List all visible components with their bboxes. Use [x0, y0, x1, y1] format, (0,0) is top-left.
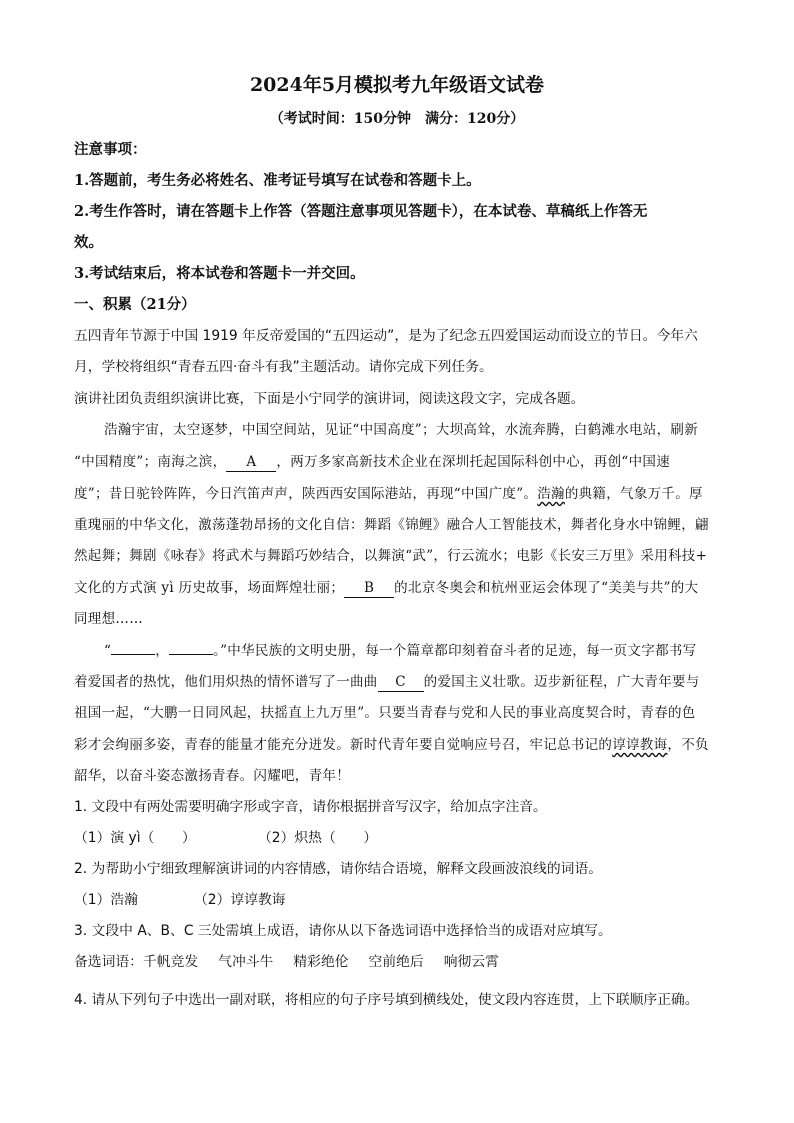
passage-text: 。”中华民族的文明史册，每一个篇章都印刻着奋斗者的足迹，每一页文字都书写: [213, 643, 697, 659]
question-2: 2. 为帮助小宁细致理解演讲词的内容情感，请你结合语境，解释文段画波浪线的词语。: [74, 861, 603, 877]
exam-title: 2024年5月模拟考九年级语文试卷: [249, 74, 545, 96]
note-item-2: 2.考生作答时，请在答题卡上作答（答题注意事项见答题卡），在本试卷、草稿纸上作答无: [74, 203, 648, 220]
option-5: 响彻云霄: [443, 954, 499, 970]
question-2-a: （1）浩瀚: [74, 892, 138, 908]
option-2: 气冲斗牛: [218, 954, 274, 970]
blank-c: C: [378, 673, 424, 692]
passage-text: “中国精度”；南海之滨，: [74, 454, 227, 470]
passage-p2-line-2: [74, 672, 700, 692]
blank-b: B: [344, 579, 394, 598]
question-3: 3. 文段中 A、B、C 三处需填上成语，请你从以下备选词语中选择恰当的成语对应填写。: [74, 923, 612, 939]
section-intro-line-2: 月，学校将组织“青春五四·奋斗有我”主题活动。请你完成下列任务。: [74, 359, 493, 375]
passage-p1-line-6: [74, 578, 698, 598]
passage-p1-line-3: [74, 484, 703, 504]
option-4: 空前绝后: [368, 954, 424, 970]
section-heading: 一、积累（21分）: [74, 296, 196, 313]
passage-text: ，两万多家高新技术企业在深圳托起国际科创中心，再创“中国速: [276, 454, 671, 470]
passage-text: “: [104, 643, 112, 659]
exam-subtitle: （考试时间：150分钟 满分：120分）: [269, 111, 525, 127]
blank-a: A: [226, 453, 276, 472]
passage-p1-line-5: 然起舞；舞剧《咏春》将武术与舞蹈巧妙结合，以舞演“武”，行云流水；电影《长安三万里》采用科技+: [74, 548, 708, 564]
option-1: 千帆竞发: [142, 954, 199, 970]
wavy-word-zhunzhun: 谆谆教诲: [612, 737, 668, 753]
notes-heading: 注意事项：: [74, 141, 147, 158]
passage-p2-line-5: 韶华，以奋斗姿态激扬青春。闪耀吧，青年！: [74, 768, 350, 784]
passage-text: ，不负: [667, 737, 709, 753]
passage-text: 的北京冬奥会和杭州亚运会体现了“美美与共”的大: [394, 580, 699, 596]
question-4: 4. 请从下列句子中选出一副对联，将相应的句子序号填到横线处，使文段内容连贯，上下联顺序正确。: [74, 992, 699, 1008]
question-1-b: （2）炽热（ ）: [258, 830, 378, 846]
passage-p2-line-1: [104, 641, 696, 661]
options-label: 备选词语：: [74, 954, 143, 970]
passage-text: 着爱国者的热忱，他们用炽热的情怀谱写了一曲曲: [74, 674, 378, 690]
passage-text: ，: [155, 643, 170, 659]
passage-text: 彩才会绚丽多姿，青春的能量才能充分迸发。新时代青年要自觉响应号召，牢记总书记的: [74, 737, 613, 753]
passage-text: 文化的方式演 yì 历史故事，场面辉煌壮丽；: [74, 580, 345, 596]
passage-p1-line-4: 重瑰丽的中华文化，激荡蓬勃昂扬的文化自信：舞蹈《锦鲤》融合人工智能技术，舞者化身水中锦鲤，翩: [74, 517, 709, 533]
blank-couplet-upper: [111, 654, 155, 655]
passage-text: 的爱国主义壮歌。迈步新征程，广大青年要与: [423, 674, 700, 690]
passage-p1-line-2: [74, 452, 670, 472]
passage-text: 的典籍，气象万千。厚: [564, 486, 703, 502]
passage-p2-line-3: 祖国一起，“大鹏一日同风起，扶摇直上九万里”。只要当青春与党和人民的事业高度契合时，青春的色: [74, 705, 696, 721]
blank-couplet-lower: [169, 654, 213, 655]
question-3-options: [74, 952, 499, 972]
question-1-a: （1）演 yì（ ）: [74, 830, 196, 846]
passage-p2-line-4: [74, 735, 709, 755]
option-3: 精彩绝伦: [293, 954, 349, 970]
section-intro-line-3: 演讲社团负责组织演讲比赛，下面是小宁同学的演讲词，阅读这段文字，完成各题。: [74, 391, 585, 407]
wavy-word-haohan: 浩瀚: [537, 486, 565, 502]
question-1: 1. 文段中有两处需要明确字形或字音，请你根据拼音写汉字，给加点字注音。: [74, 799, 547, 815]
passage-p1-line-7: 同理想……: [74, 611, 143, 627]
note-item-3: 3.考试结束后，将本试卷和答题卡一并交回。: [74, 265, 365, 282]
question-2-b: （2）谆谆教诲: [194, 892, 286, 908]
note-item-2-cont: 效。: [74, 234, 103, 251]
note-item-1: 1.答题前，考生务必将姓名、准考证号填写在试卷和答题卡上。: [74, 172, 481, 189]
passage-p1-line-1: 浩瀚宇宙，太空逐梦，中国空间站，见证“中国高度”；大坝高耸，水流奔腾，白鹤滩水电站，刷新: [104, 422, 699, 438]
section-intro-line-1: 五四青年节源于中国 1919 年反帝爱国的“五四运动”，是为了纪念五四爱国运动而设立的节日。今年六: [74, 328, 698, 344]
passage-text: 度”；昔日驼铃阵阵，今日汽笛声声，陕西西安国际港站，再现“中国广度”。: [74, 486, 538, 502]
